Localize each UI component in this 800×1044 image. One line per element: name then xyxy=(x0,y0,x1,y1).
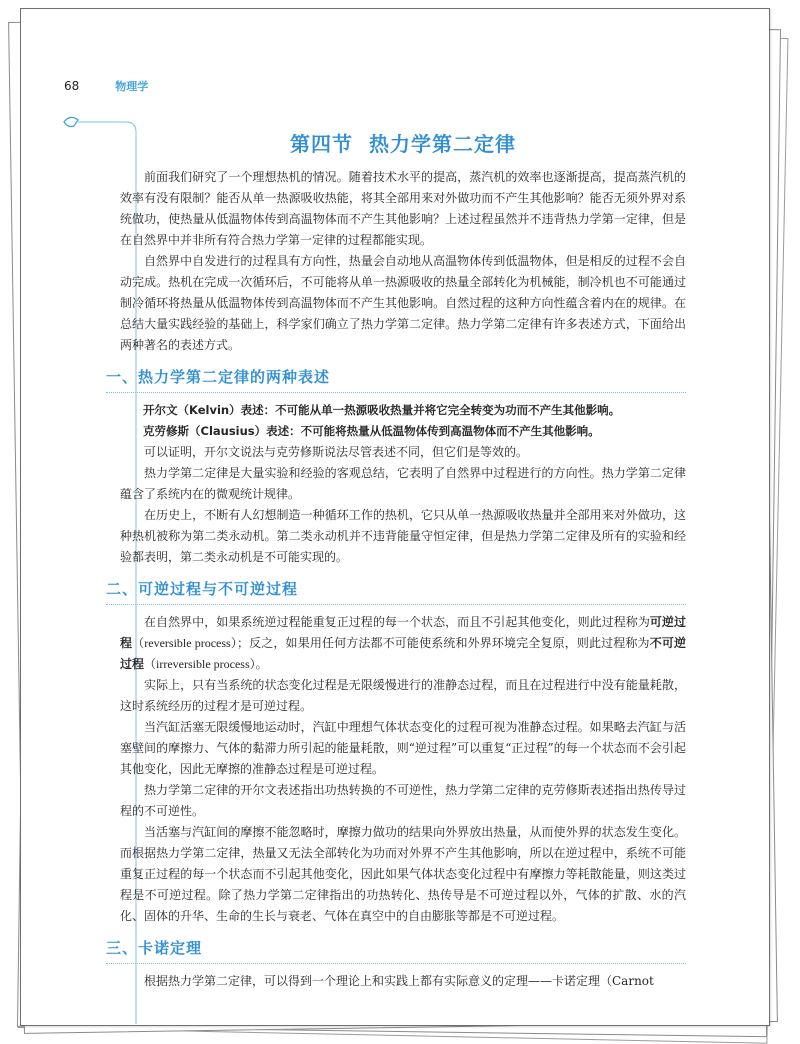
section-number: 第四节 xyxy=(290,132,353,156)
subheading-two-statements: 一、热力学第二定律的两种表述 xyxy=(106,366,686,393)
definition-text-b: ；反之，如果用任何方法都不可能使系统和外界环境完全复原，则此过程称为 xyxy=(237,636,650,650)
page-content xyxy=(106,128,686,992)
irreversibility-paragraph: 热力学第二定律的开尔文表述指出功热转换的不可逆性，热力学第二定律的克劳修斯表述指出热传导过程的不可逆性。 xyxy=(120,783,686,818)
term-reversible-en: （reversible process） xyxy=(132,636,237,650)
kelvin-statement: 开尔文（Kelvin）表述：不可能从单一热源吸收热量并将它完全转变为功而不产生其他影响。 xyxy=(143,403,621,417)
section-heading: 热力学第二定律 xyxy=(369,132,516,156)
leaf-icon xyxy=(64,117,78,126)
subheading-carnot: 三、卡诺定理 xyxy=(106,937,686,964)
definition-text-a: 在自然界中，如果系统逆过程能重复正过程的每一个状态，而且不引起其他变化，则此过程称为 xyxy=(144,615,650,629)
equivalence-paragraph: 可以证明，开尔文说法与克劳修斯说法尽管表述不同，但它们是等效的。 xyxy=(144,445,529,459)
summary-paragraph: 热力学第二定律是大量实验和经验的客观总结，它表明了自然界中过程进行的方向性。热力学第二定律蕴含了系统内在的微观统计规律。 xyxy=(120,466,686,501)
quasi-static-paragraph: 实际上，只有当系统的状态变化过程是无限缓慢进行的准静态过程，而且在过程进行中没有能量耗散，这时系统经历的过程才是可逆过程。 xyxy=(120,678,686,713)
page-header xyxy=(64,78,148,94)
intro-paragraph-1: 前面我们研究了一个理想热机的情况。随着技术水平的提高，蒸汽机的效率也逐渐提高，提高蒸汽机的效率有没有限制？能否从单一热源吸收热能，将其全部用来对外做功而不产生其他影响？能否无须外界对系统做功，使热量从低温物体传到高温物体而不产生其他影响？上述过程虽然并不违背热力学第一定律，但是在自然界中并非所有符合热力学第一定律的过程都能实现。 xyxy=(120,170,686,247)
definition-text-c: 。 xyxy=(255,657,268,671)
clausius-statement: 克劳修斯（Clausius）表述：不可能将热量从低温物体传到高温物体而不产生其他影响。 xyxy=(143,424,600,438)
subheading-reversible: 二、可逆过程与不可逆过程 xyxy=(106,578,686,605)
running-title: 物理学 xyxy=(115,80,149,93)
term-reversible: 可逆过程 xyxy=(120,615,686,650)
reversible-definition-paragraph xyxy=(120,612,686,675)
friction-paragraph: 当活塞与汽缸间的摩擦不能忽略时，摩擦力做功的结果向外界放出热量，从而使外界的状态发生变化。而根据热力学第二定律，热量又无法全部转化为功而对外界不产生其他影响，所以在逆过程中，系统不可能重复正过程的每一个状态而不引起其他变化，因此如果气体状态变化过程中有摩擦力等耗散能量，则这类过程是不可逆过程。除了热力学第二定律指出的功热转化、热传导是不可逆过程以外，气体的扩散、水的汽化、固体的升华、生命的生长与衰老、气体在真空中的自由膨胀等都是不可逆过程。 xyxy=(120,825,686,923)
term-irreversible-en: （irreversible process） xyxy=(144,657,256,671)
textbook-page xyxy=(20,8,768,1024)
section-title xyxy=(120,128,686,157)
perpetual-motion-paragraph: 在历史上，不断有人幻想制造一种循环工作的热机，它只从单一热源吸收热量并全部用来对外做功，这种热机被称为第二类永动机。第二类永动机并不违背能量守恒定律，但是热力学第二定律及所有的实验和经验都表明，第二类永动机是不可能实现的。 xyxy=(120,508,686,564)
term-irreversible: 不可逆过程 xyxy=(120,636,686,671)
carnot-paragraph: 根据热力学第二定律，可以得到一个理论上和实践上都有实际意义的定理——卡诺定理（Carnot xyxy=(144,974,654,988)
intro-paragraph-2: 自然界中自发进行的过程具有方向性，热量会自动地从高温物体传到低温物体，但是相反的过程不会自动完成。热机在完成一次循环后，不可能将从单一热源吸收的热量全部转化为机械能，制冷机也不可能通过制冷循环将热量从低温物体传到高温物体而不产生其他影响。自然过程的这种方向性蕴含着内在的规律。在总结大量实践经验的基础上，科学家们确立了热力学第二定律。热力学第二定律有许多表述方式，下面给出两种著名的表述方式。 xyxy=(120,254,686,352)
page-number: 68 xyxy=(64,79,80,93)
piston-paragraph: 当汽缸活塞无限缓慢地运动时，汽缸中理想气体状态变化的过程可视为准静态过程。如果略去汽缸与活塞壁间的摩擦力、气体的黏滞力所引起的能量耗散，则“逆过程”可以重复“正过程”的每一个状态而不会引起其他变化，因此无摩擦的准静态过程是可逆过程。 xyxy=(120,720,686,776)
